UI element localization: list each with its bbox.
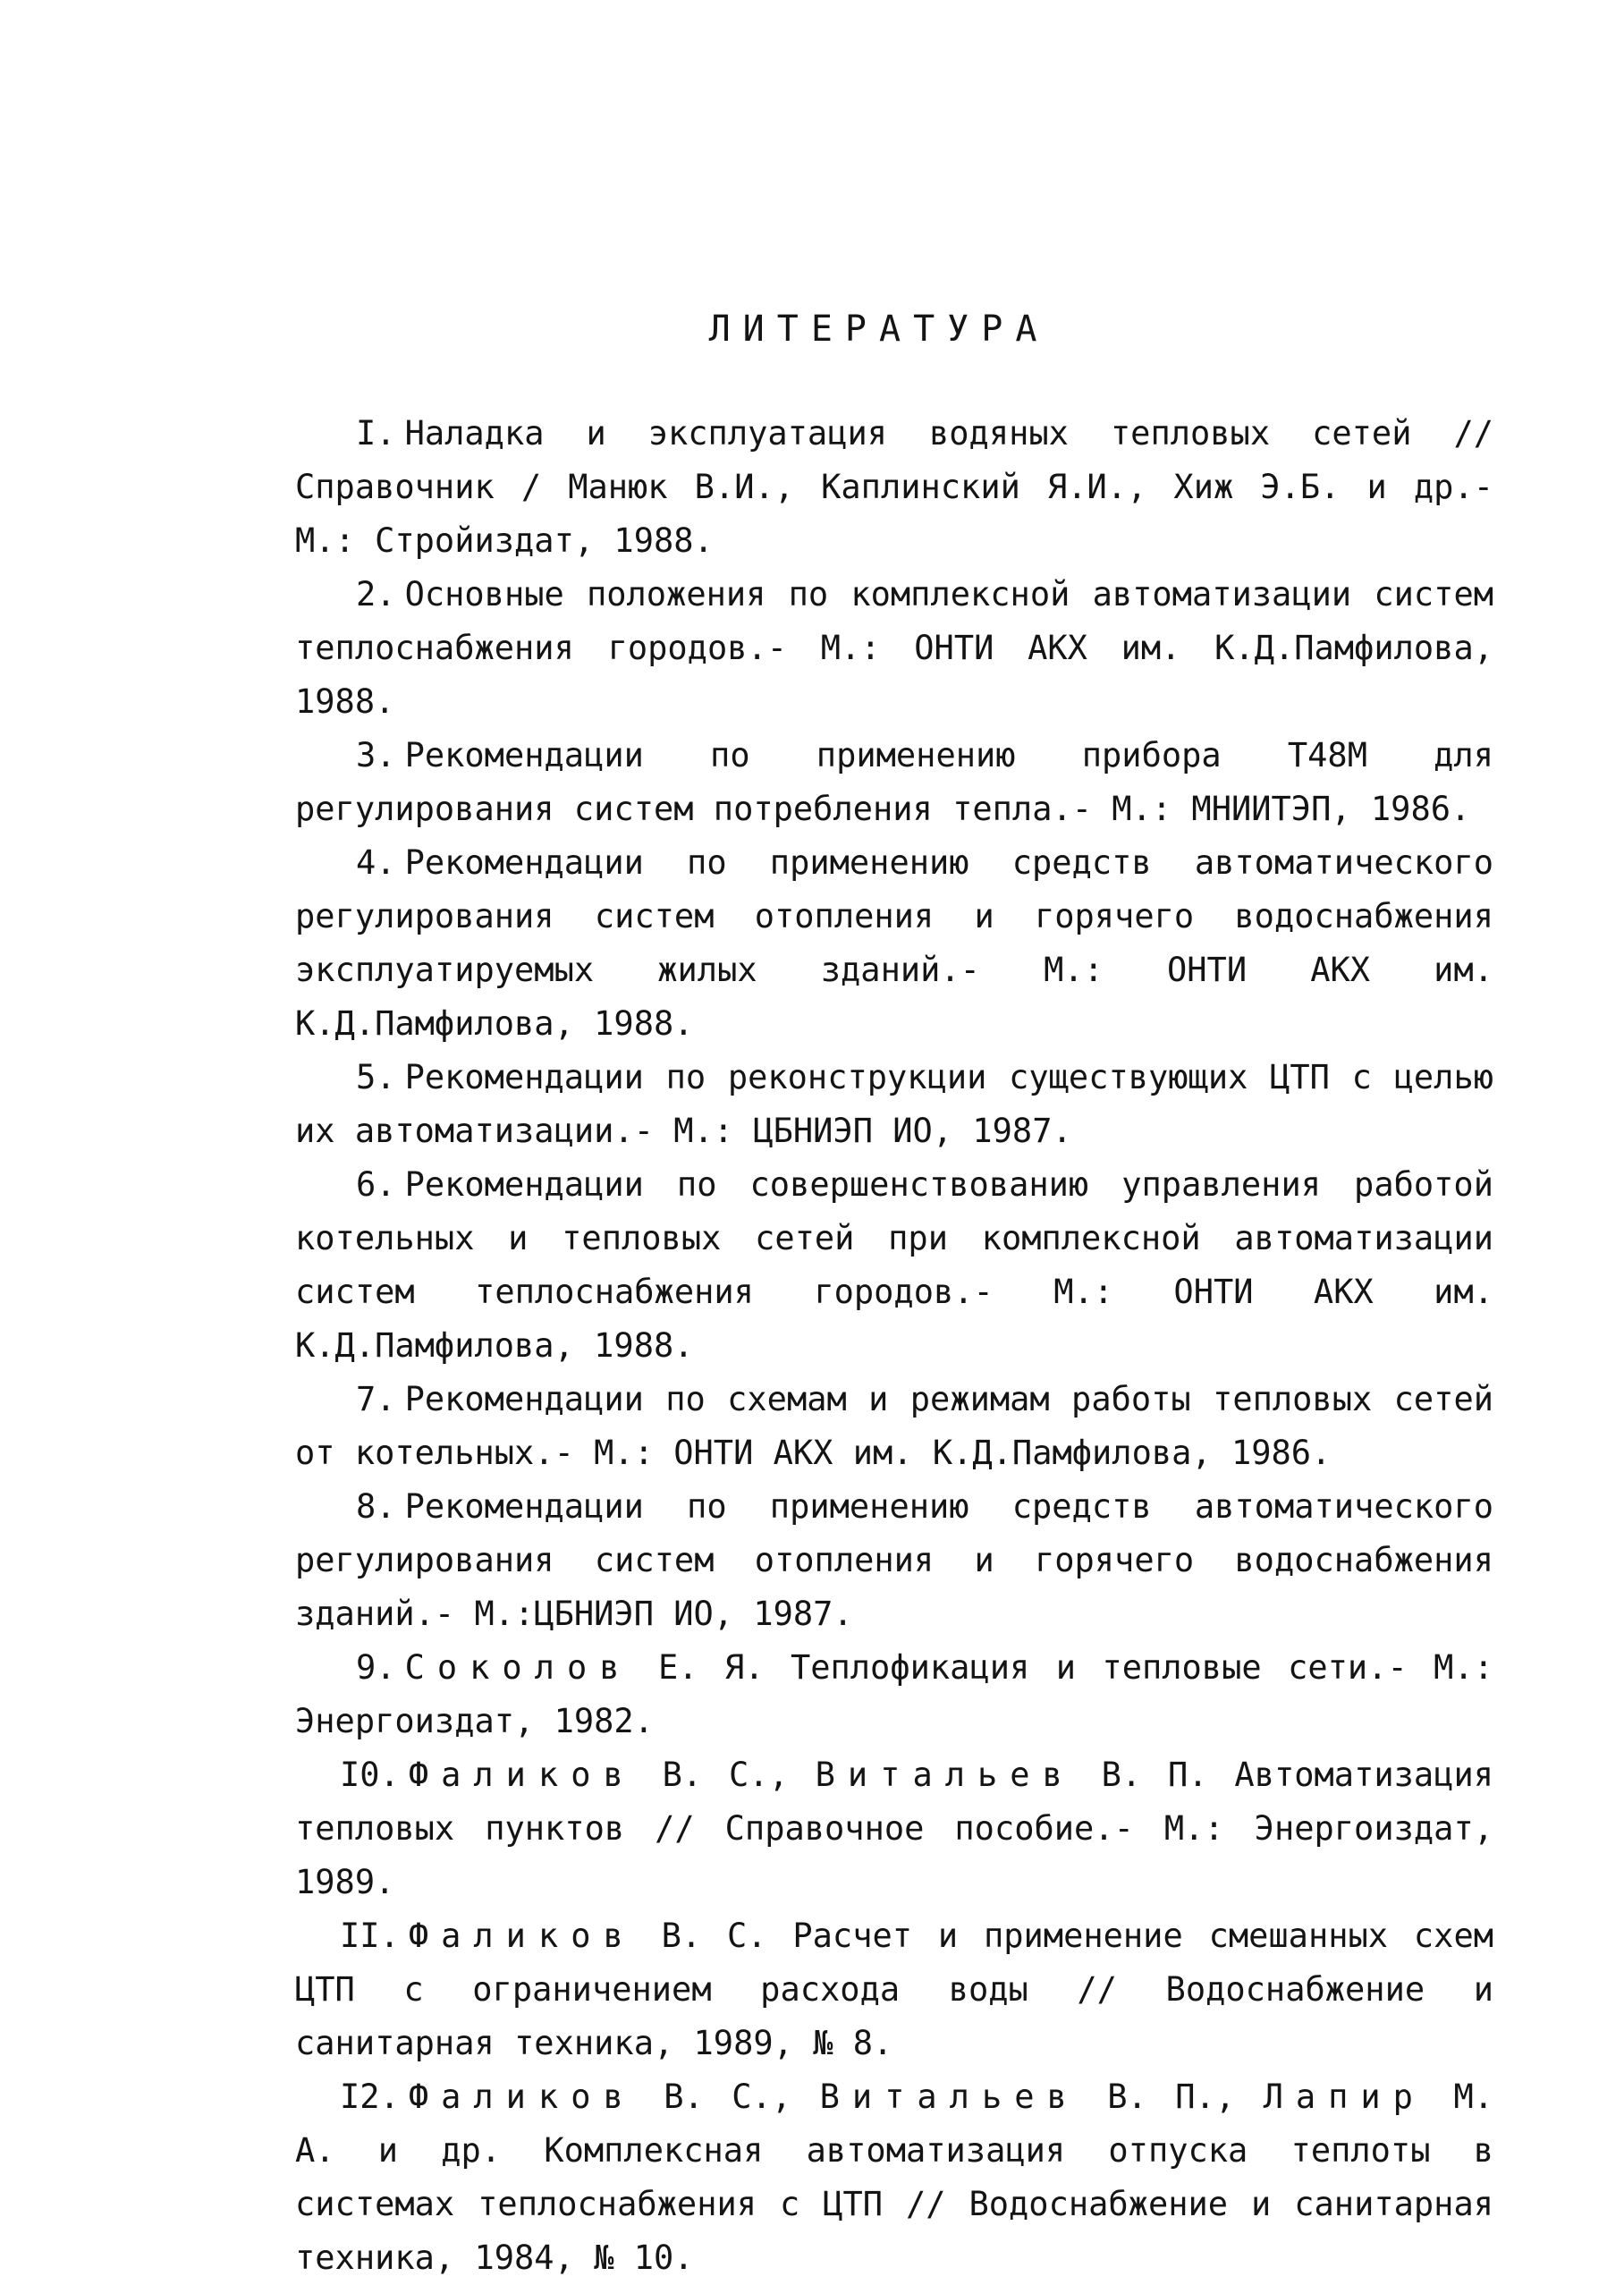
reference-text: Рекомендации по совершенствованию управления работой котельных и тепловых сетей при комплексной автоматизации систем теплоснабжения городов.- М.: ОНТИ АКХ им. К.Д.Памфилова, 1988. (295, 1165, 1493, 1365)
reference-number: 9. (356, 1648, 396, 1687)
reference-item (295, 836, 1493, 1051)
reference-number: I2. (340, 2078, 400, 2116)
reference-text: Рекомендации по схемам и режимам работы тепловых сетей от котельных.- М.: ОНТИ АКХ им. К.Д.Памфилова, 1986. (295, 1380, 1493, 1472)
reference-item (295, 2070, 1493, 2285)
reference-text: В. С. Расчет и применение смешанных схем ЦТП с ограничением расхода воды // Водоснабжение и санитарная техника, 1989, № 8. (295, 1917, 1493, 2062)
reference-text: Наладка и эксплуатация водяных тепловых сетей // Справочник / Манюк В.И., Каплинский Я.И., Хиж Э.Б. и др.- М.: Стройиздат, 1988. (295, 414, 1493, 560)
reference-number: I0. (340, 1756, 400, 1794)
reference-item (295, 568, 1493, 729)
reference-list (295, 407, 1493, 2285)
reference-text: М. А. и др. Комплексная автоматизация отпуска теплоты в системах теплоснабжения с ЦТП // Водоснабжение и санитарная техника, 1984, № 10. (295, 2078, 1493, 2277)
reference-text: В. П. Автоматизация тепловых пунктов // Справочное пособие.- М.: Энергоиздат, 1989. (295, 1756, 1494, 1901)
reference-author: Витальев (815, 1756, 1075, 1794)
reference-item (295, 1480, 1493, 1641)
reference-text: В. П., (1107, 2078, 1264, 2116)
reference-item (295, 1748, 1493, 1909)
reference-text: Рекомендации по применению средств автоматического регулирования систем отопления и горячего водоснабжения эксплуатируемых жилых зданий.- М.: ОНТИ АКХ им. К.Д.Памфилова, 1988. (295, 843, 1493, 1043)
reference-text: Е. Я. Теплофикация и тепловые сети.- М.: Энергоиздат, 1982. (295, 1648, 1493, 1740)
reference-author: Соколов (404, 1648, 632, 1687)
reference-item (295, 729, 1493, 836)
reference-item (295, 1158, 1493, 1373)
reference-number: 7. (356, 1380, 396, 1418)
reference-item (295, 1641, 1493, 1748)
page-title: ЛИТЕРАТУРА (708, 309, 1050, 350)
reference-number: 6. (356, 1165, 396, 1204)
reference-item (295, 1051, 1493, 1158)
reference-author: Фаликов (408, 1756, 636, 1794)
reference-author: Лапир (1263, 2078, 1425, 2116)
reference-number: I. (356, 414, 396, 453)
reference-author: Фаликов (408, 2078, 636, 2116)
reference-text: Рекомендации по применению прибора Т48М для регулирования систем потребления тепла.- М.: МНИИТЭП, 1986. (295, 736, 1493, 828)
reference-item (295, 1909, 1493, 2070)
reference-text: Рекомендации по реконструкции существующих ЦТП с целью их автоматизации.- М.: ЦБНИЭП ИО, 1987. (295, 1058, 1493, 1150)
reference-author: Фаликов (408, 1917, 636, 1955)
reference-text: В. С., (662, 1756, 816, 1794)
reference-number: 4. (356, 843, 396, 882)
reference-author: Витальев (819, 2078, 1079, 2116)
reference-text: Рекомендации по применению средств автоматического регулирования систем отопления и горячего водоснабжения зданий.- М.:ЦБНИЭП ИО, 1987. (295, 1487, 1493, 1633)
reference-number: 3. (356, 736, 396, 774)
reference-item (295, 1373, 1493, 1480)
reference-text: Основные положения по комплексной автоматизации систем теплоснабжения городов.- М.: ОНТИ АКХ им. К.Д.Памфилова, 1988. (295, 575, 1493, 721)
reference-item (295, 407, 1493, 568)
reference-number: II. (340, 1917, 400, 1955)
reference-number: 5. (356, 1058, 396, 1096)
reference-number: 2. (356, 575, 396, 614)
reference-number: 8. (356, 1487, 396, 1526)
reference-text: В. С., (664, 2078, 820, 2116)
